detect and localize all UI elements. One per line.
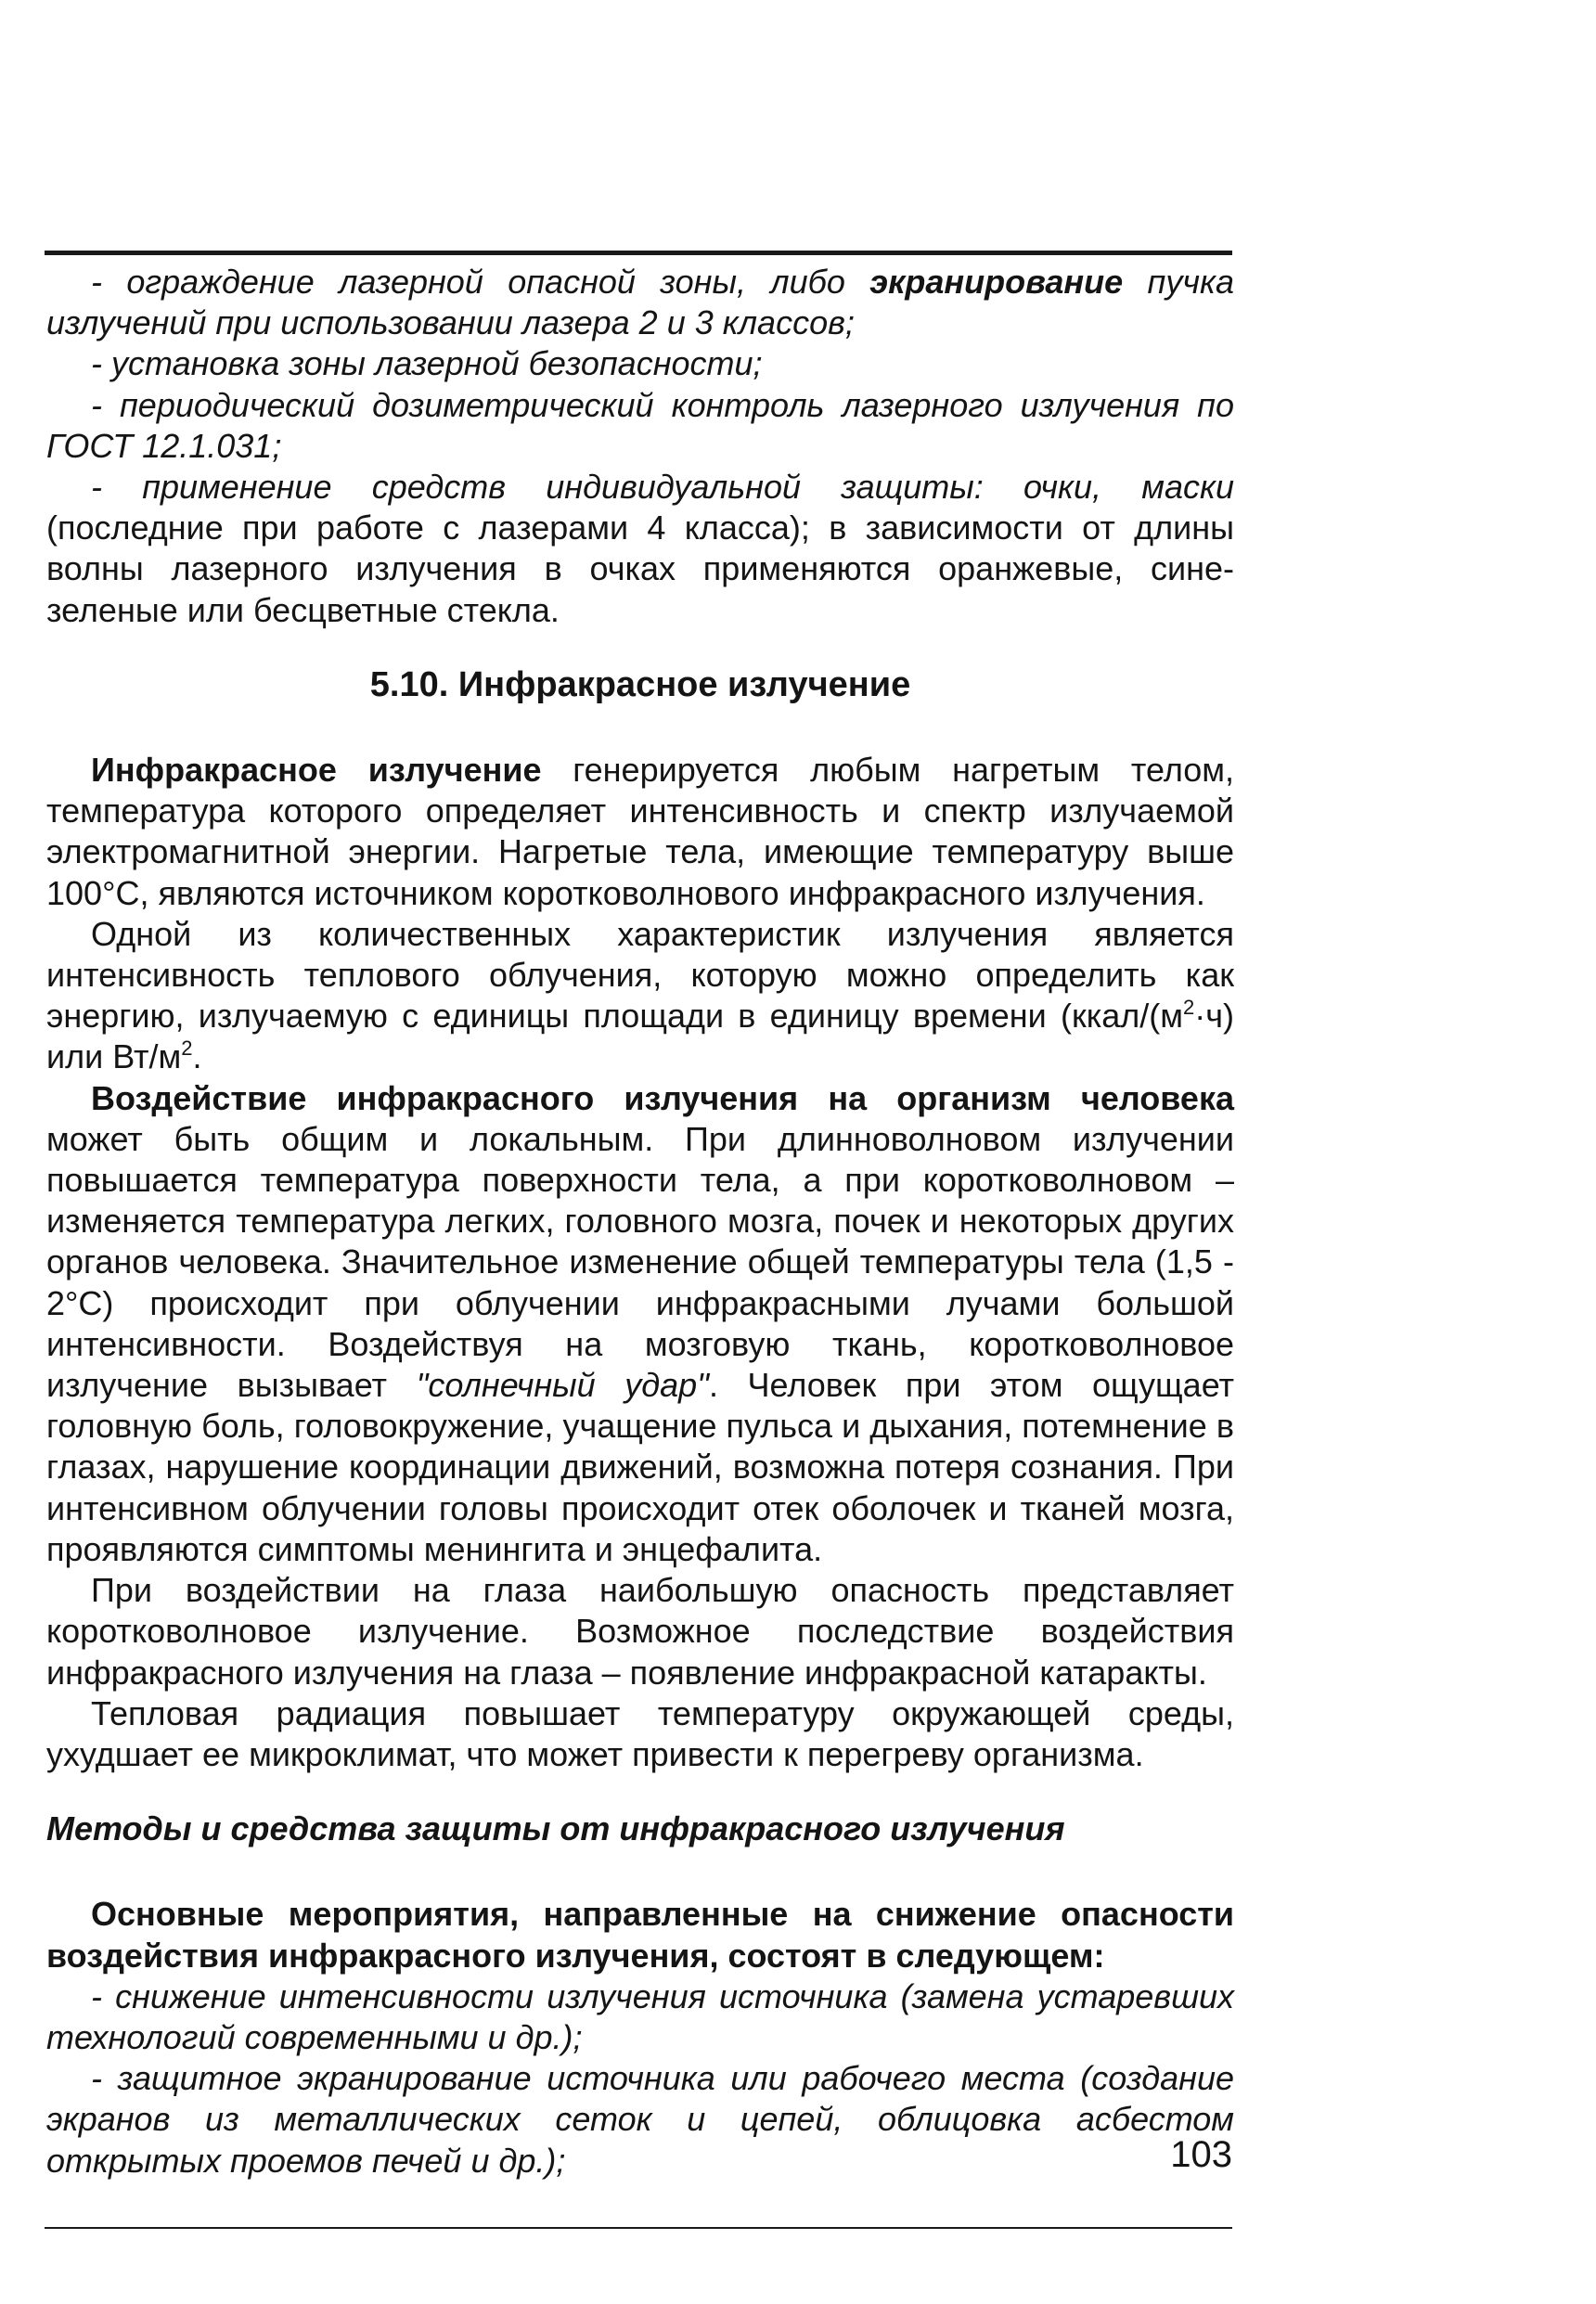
list-item-emphasis: - применение средств индивидуальной защиты: очки, маски <box>91 468 1234 507</box>
list-item: - установка зоны лазерной безопасности; <box>91 344 763 383</box>
list-item: - снижение интенсивности излучения источника (замена устаревших технологий современными и др.); <box>46 1976 1234 2056</box>
paragraph-text: ·ч) или Вт/м <box>46 997 1234 1076</box>
superscript: 2 <box>181 1036 193 1061</box>
term: Инфракрасное излучение <box>91 751 542 790</box>
list-item <box>46 262 1234 343</box>
list-item: - периодический дозиметрический контроль лазерного излучения по ГОСТ 12.1.031; <box>46 385 1234 465</box>
section-heading: 5.10. Инфракрасное излучение <box>369 664 911 704</box>
paragraph: Тепловая радиация повышает температуру окружающей среды, ухудшает ее микроклимат, что может привести к перегреву организма. <box>46 1693 1234 1773</box>
paragraph <box>46 914 1234 1078</box>
measures-intro: Основные мероприятия, направленные на снижение опасности воздействия инфракрасного излучения, состоят в следующем: <box>46 1895 1234 1975</box>
paragraph <box>46 1078 1234 1570</box>
paragraph-text: . <box>192 1037 202 1076</box>
bottom-rule <box>45 2227 1232 2229</box>
list-item <box>46 467 1234 631</box>
paragraph-text: . Человек при этом ощущает головную боль, головокружение, учащение пульса и дыхания, потемнение в глазах, нарушение координации движений, возможна потеря сознания. При интенсивном облучении головы происходит отек оболочек и тканей мозга, проявляются симптомы менингита и энцефалита. <box>46 1366 1235 1568</box>
page-number: 103 <box>1170 2134 1232 2175</box>
list-item-text: (последние при работе с лазерами 4 класса); в зависимости от длины волны лазерного излучения в очках применяются оранжевые, сине-зеленые или бесцветные стекла. <box>46 508 1234 629</box>
subsection-heading: Методы и средства защиты от инфракрасного излучения <box>46 1809 1065 1848</box>
paragraph-text: может быть общим и локальным. При длинноволновом излучении повышается температура поверхности тела, а при коротковолновом – изменяется температура легких, головного мозга, почек и некоторых других органов человека. Значительное изменение общей температуры тела (1,5 - 2°С) происходит при облучении инфракрасными лучами большой интенсивности. Воздействуя на мозговую ткань, коротковолновое излучение вызывает <box>46 1119 1234 1405</box>
paragraph-text: Одной из количественных характеристик излучения является интенсивность теплового облучения, которую можно определить как энергию, излучаемую с единицы площади в единицу времени (ккал/(м <box>46 914 1234 1036</box>
list-item-text: пучка излучений при использовании лазера 2 и 3 классов; <box>46 263 1235 342</box>
list-item: - защитное экранирование источника или рабочего места (создание экранов из металлических сеток и цепей, облицовка асбестом открытых проемов печей и др.); <box>46 2059 1234 2180</box>
term: Воздействие инфракрасного излучения на организм человека <box>91 1078 1234 1117</box>
list-item-emphasis: экранирование <box>869 263 1124 301</box>
superscript: 2 <box>1183 996 1195 1020</box>
list-item-text: - ограждение лазерной опасной зоны, либо <box>91 263 870 301</box>
top-rule <box>45 251 1232 255</box>
paragraph <box>46 750 1234 914</box>
paragraph: При воздействии на глаза наибольшую опасность представляет коротковолновое излучение. Возможное последствие воздействия инфракрасного излучения на глаза – появление инфракрасной катаракты. <box>46 1571 1234 1692</box>
quote: "солнечный удар" <box>416 1366 709 1405</box>
paragraph-text: генерируется любым нагретым телом, температура которого определяет интенсивность и спектр излучаемой электромагнитной энергии. Нагретые тела, имеющие температуру выше 100°С, являются источником коротковолнового инфракрасного излучения. <box>46 751 1234 912</box>
page-body <box>46 262 1234 2182</box>
